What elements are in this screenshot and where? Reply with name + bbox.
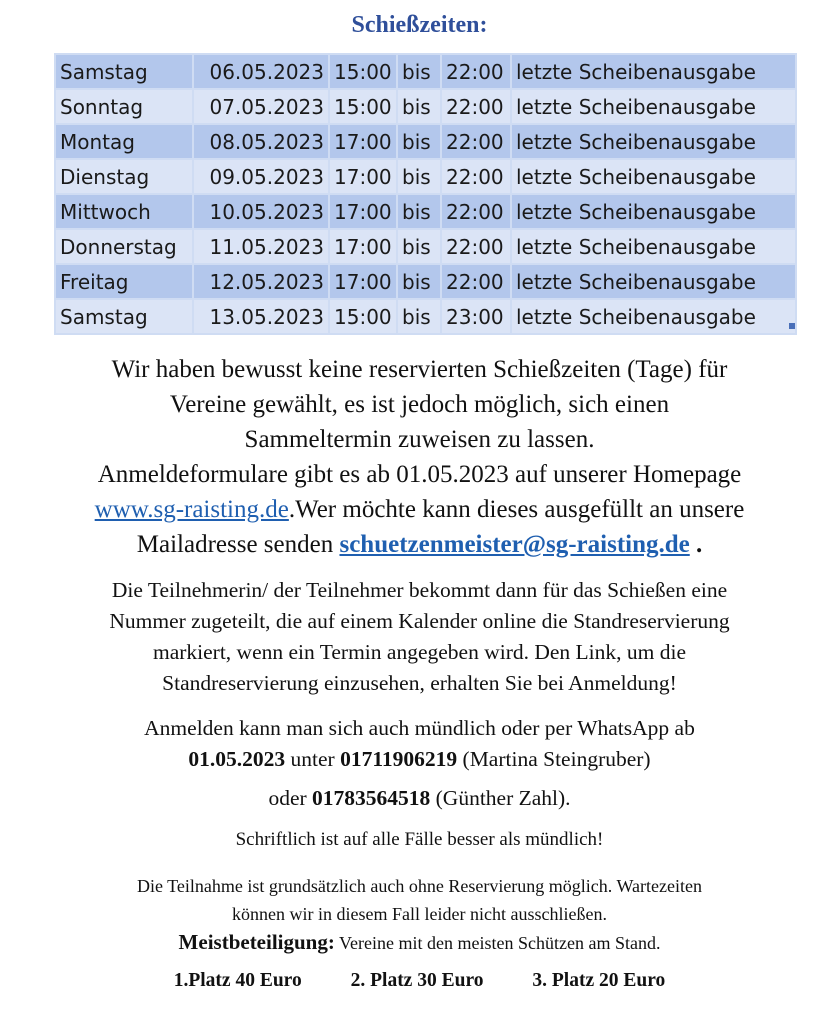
intro-line: Vereine gewählt, es ist jedoch möglich, sich einen bbox=[169, 391, 670, 418]
end-time-cell: 22:00 bbox=[441, 124, 511, 159]
date-cell: 09.05.2023 bbox=[193, 159, 329, 194]
note-cell: letzte Scheibenausgabe bbox=[511, 54, 796, 89]
start-time-cell: 15:00 bbox=[329, 54, 397, 89]
registration-text: oder bbox=[268, 786, 313, 810]
table-row bbox=[55, 264, 796, 299]
start-time-cell: 17:00 bbox=[329, 194, 397, 229]
contact-name: (Günther Zahl). bbox=[430, 786, 571, 810]
start-time-cell: 17:00 bbox=[329, 229, 397, 264]
day-cell: Mittwoch bbox=[55, 194, 193, 229]
registration-paragraph bbox=[0, 713, 839, 775]
bis-cell: bis bbox=[397, 159, 441, 194]
start-time-cell: 17:00 bbox=[329, 124, 397, 159]
participant-line: Standreservierung einzusehen, erhalten Sie bei Anmeldung! bbox=[162, 671, 677, 695]
table-row bbox=[55, 194, 796, 229]
day-cell: Freitag bbox=[55, 264, 193, 299]
intro-line: Anmeldeformulare gibt es ab 01.05.2023 auf unserer Homepage bbox=[97, 461, 742, 488]
end-time-cell: 22:00 bbox=[441, 194, 511, 229]
intro-line: Sammeltermin zuweisen zu lassen. bbox=[244, 426, 595, 453]
table-row bbox=[55, 229, 796, 264]
prize-place: 2. Platz 30 Euro bbox=[350, 970, 484, 991]
intro-paragraph bbox=[0, 352, 839, 562]
phone-number: 01711906219 bbox=[340, 747, 458, 771]
prize-place: 1.Platz 40 Euro bbox=[173, 970, 302, 991]
end-time-cell: 22:00 bbox=[441, 159, 511, 194]
note-cell: letzte Scheibenausgabe bbox=[511, 124, 796, 159]
end-time-cell: 22:00 bbox=[441, 264, 511, 299]
wait-note-line: Die Teilnahme ist grundsätzlich auch ohne Reservierung möglich. Wartezeiten bbox=[137, 876, 702, 896]
bis-cell: bis bbox=[397, 124, 441, 159]
prize-text: Vereine mit den meisten Schützen am Stand. bbox=[334, 933, 661, 953]
prize-line bbox=[0, 930, 839, 955]
end-time-cell: 22:00 bbox=[441, 54, 511, 89]
bis-cell: bis bbox=[397, 89, 441, 124]
registration-line bbox=[0, 744, 839, 775]
note-cell: letzte Scheibenausgabe bbox=[511, 299, 796, 334]
end-time-cell: 22:00 bbox=[441, 229, 511, 264]
day-cell: Sonntag bbox=[55, 89, 193, 124]
day-cell: Donnerstag bbox=[55, 229, 193, 264]
email-link[interactable]: schuetzenmeister@sg-raisting.de bbox=[339, 531, 690, 558]
date-cell: 10.05.2023 bbox=[193, 194, 329, 229]
prize-place: 3. Platz 20 Euro bbox=[532, 970, 666, 991]
participant-line: Nummer zugeteilt, die auf einem Kalender online die Standreservierung bbox=[109, 609, 730, 633]
intro-line: Wir haben bewusst keine reservierten Schießzeiten (Tage) für bbox=[111, 356, 728, 383]
participant-line: markiert, wenn ein Termin angegeben wird. Den Link, um die bbox=[152, 640, 687, 664]
date-cell: 07.05.2023 bbox=[193, 89, 329, 124]
bis-cell: bis bbox=[397, 54, 441, 89]
registration-alt-line bbox=[0, 786, 839, 811]
intro-text: .Wer möchte kann dieses ausgefüllt an unsere bbox=[288, 496, 745, 523]
intro-line bbox=[0, 492, 839, 527]
intro-text: Mailadresse senden bbox=[136, 531, 340, 558]
bis-cell: bis bbox=[397, 229, 441, 264]
end-time-cell: 23:00 bbox=[441, 299, 511, 334]
registration-line: Anmelden kann man sich auch mündlich oder per WhatsApp ab bbox=[144, 716, 695, 740]
schedule-table bbox=[54, 53, 797, 335]
table-row bbox=[55, 124, 796, 159]
bis-cell: bis bbox=[397, 194, 441, 229]
table-row bbox=[55, 299, 796, 334]
note-cell: letzte Scheibenausgabe bbox=[511, 264, 796, 299]
table-row bbox=[55, 159, 796, 194]
participant-line: Die Teilnehmerin/ der Teilnehmer bekommt dann für das Schießen eine bbox=[111, 578, 728, 602]
table-resize-handle[interactable] bbox=[789, 323, 795, 329]
start-time-cell: 17:00 bbox=[329, 159, 397, 194]
table-row bbox=[55, 89, 796, 124]
day-cell: Dienstag bbox=[55, 159, 193, 194]
start-time-cell: 17:00 bbox=[329, 264, 397, 299]
intro-line bbox=[0, 527, 839, 562]
page-title: Schießzeiten: bbox=[351, 12, 488, 38]
day-cell: Montag bbox=[55, 124, 193, 159]
start-time-cell: 15:00 bbox=[329, 89, 397, 124]
day-cell: Samstag bbox=[55, 299, 193, 334]
bis-cell: bis bbox=[397, 264, 441, 299]
day-cell: Samstag bbox=[55, 54, 193, 89]
note-cell: letzte Scheibenausgabe bbox=[511, 229, 796, 264]
written-note: Schriftlich ist auf alle Fälle besser als mündlich! bbox=[235, 829, 604, 850]
registration-text: unter bbox=[285, 747, 341, 771]
participant-paragraph bbox=[0, 575, 839, 699]
date-cell: 12.05.2023 bbox=[193, 264, 329, 299]
end-time-cell: 22:00 bbox=[441, 89, 511, 124]
bis-cell: bis bbox=[397, 299, 441, 334]
contact-name: (Martina Steingruber) bbox=[457, 747, 651, 771]
phone-number: 01783564518 bbox=[312, 786, 431, 810]
registration-date: 01.05.2023 bbox=[188, 747, 286, 771]
prize-label: Meistbeteiligung: bbox=[178, 930, 335, 954]
wait-note-line: können wir in diesem Fall leider nicht ausschließen. bbox=[232, 904, 607, 924]
note-cell: letzte Scheibenausgabe bbox=[511, 89, 796, 124]
note-cell: letzte Scheibenausgabe bbox=[511, 159, 796, 194]
intro-text: . bbox=[689, 531, 703, 558]
date-cell: 08.05.2023 bbox=[193, 124, 329, 159]
table-row bbox=[55, 54, 796, 89]
prize-places bbox=[0, 970, 839, 992]
start-time-cell: 15:00 bbox=[329, 299, 397, 334]
date-cell: 13.05.2023 bbox=[193, 299, 329, 334]
note-cell: letzte Scheibenausgabe bbox=[511, 194, 796, 229]
date-cell: 11.05.2023 bbox=[193, 229, 329, 264]
wait-note bbox=[0, 872, 839, 928]
homepage-link[interactable]: www.sg-raisting.de bbox=[94, 496, 289, 523]
date-cell: 06.05.2023 bbox=[193, 54, 329, 89]
